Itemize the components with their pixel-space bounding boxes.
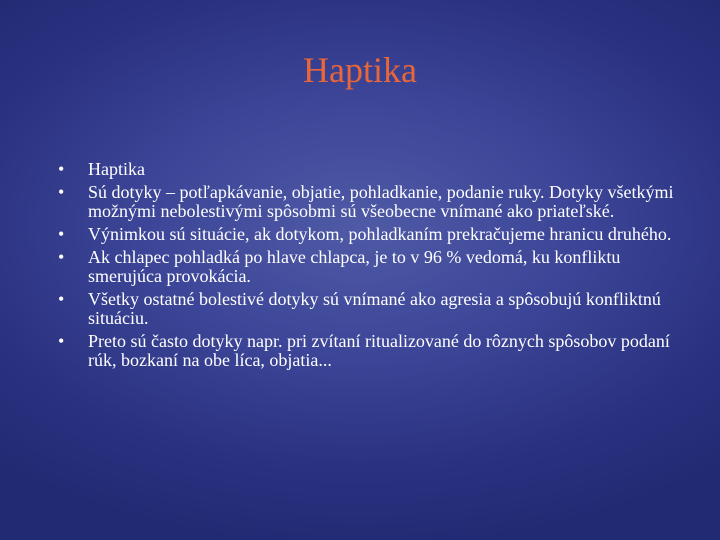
bullet-list (58, 160, 678, 374)
list-item (58, 290, 678, 328)
bullet-icon: • (58, 331, 65, 351)
bullet-icon: • (58, 289, 65, 309)
bullet-icon: • (58, 182, 65, 202)
bullet-icon: • (58, 224, 65, 244)
list-item (58, 332, 678, 370)
list-item-text: Haptika (88, 159, 145, 179)
list-item (58, 248, 678, 286)
list-item (58, 160, 678, 179)
list-item-text: Ak chlapec pohladká po hlave chlapca, je to v 96 % vedomá, ku konfliktu smerujúca provokácia. (88, 247, 621, 286)
list-item-text: Preto sú často dotyky napr. pri zvítaní ritualizované do rôznych spôsobov podaní rúk, bozkaní na obe líca, objatia... (88, 331, 670, 370)
list-item (58, 183, 678, 221)
list-item-text: Všetky ostatné bolestivé dotyky sú vnímané ako agresia a spôsobujú konfliktnú situáciu. (88, 289, 661, 328)
slide-title: Haptika (303, 50, 417, 90)
bullet-icon: • (58, 159, 65, 179)
bullet-icon: • (58, 247, 65, 267)
list-item (58, 225, 678, 244)
list-item-text: Výnimkou sú situácie, ak dotykom, pohladkaním prekračujeme hranicu druhého. (88, 224, 672, 244)
list-item-text: Sú dotyky – potľapkávanie, objatie, pohladkanie, podanie ruky. Dotyky všetkými možnými nebolestivými spôsobmi sú všeobecne vnímané ako priateľské. (88, 182, 674, 221)
